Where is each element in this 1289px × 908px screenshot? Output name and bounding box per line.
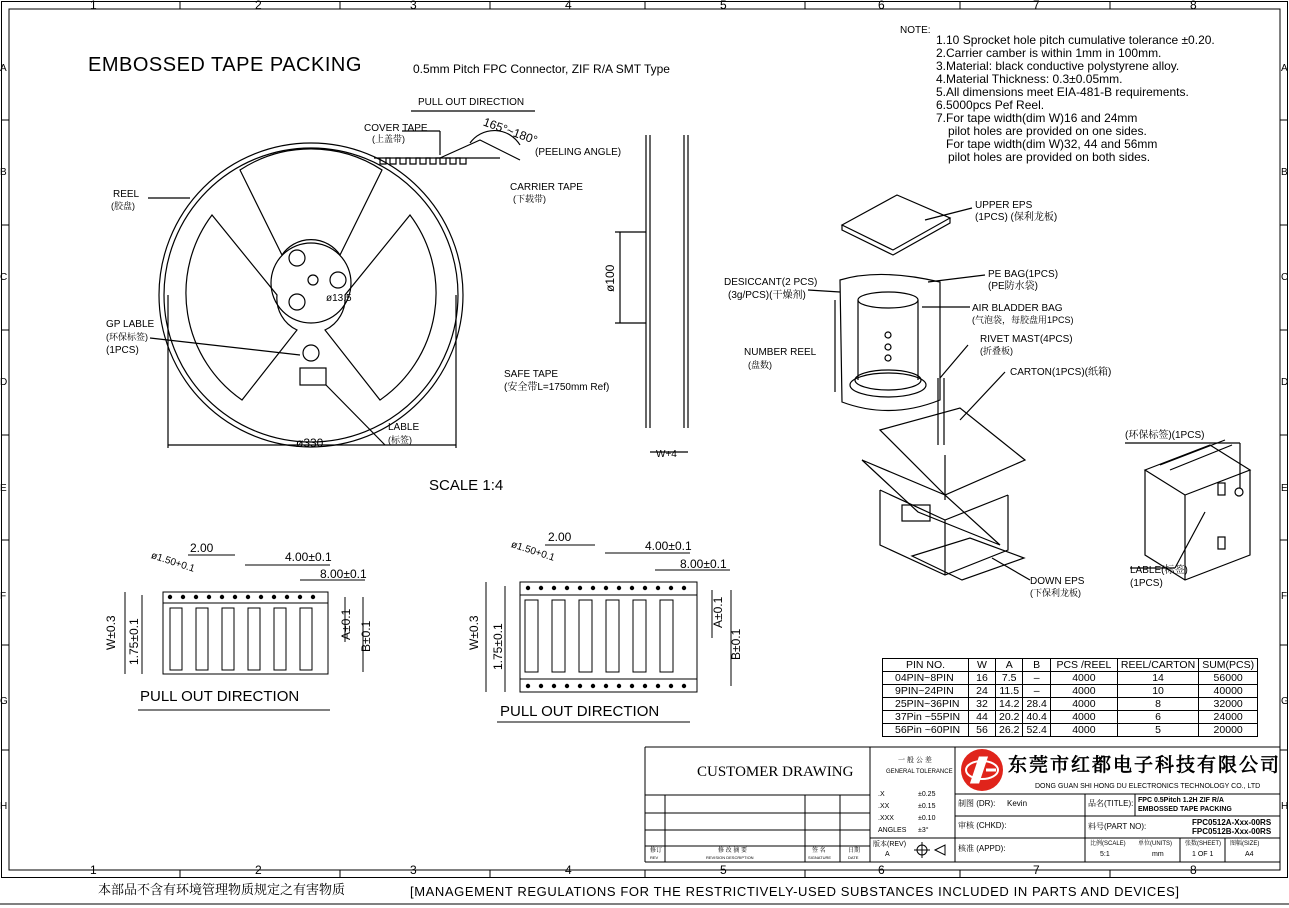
cell: 04PIN~8PIN [883,672,969,685]
note-line: 2.Carrier camber is within 1mm in 100mm. [936,46,1162,60]
dim-2: 2.00 [190,541,214,555]
drawn-label: 制图 (DR): [958,799,996,808]
col-label: 6 [878,863,885,877]
cell: 14.2 [996,698,1023,711]
dim-2: 2.00 [548,530,572,544]
safe-tape-label: SAFE TAPE [504,369,559,380]
reel-cn: (胶盘) [111,201,135,211]
table-row [883,724,1258,737]
notes-list [936,34,1215,164]
rev-col-en: SIGNATURE [808,855,832,860]
down-eps: DOWN EPS [1030,576,1085,587]
cell: 4000 [1050,672,1117,685]
rev-col-en: REV [650,855,659,860]
rev-col-en: DATE [848,855,859,860]
row-label: H [0,801,8,812]
title-label: 品名(TITLE): [1088,799,1134,808]
cell: 20.2 [996,711,1023,724]
pe-bag-cn: (PE防水袋) [988,281,1038,292]
row-label: F [0,591,7,602]
row-label: H [1281,801,1289,812]
table-row [883,672,1258,685]
row-label: B [1281,167,1288,178]
down-eps-cn: (下保利龙板) [1030,588,1081,598]
cell: 4000 [1050,711,1117,724]
hub-dia: ø13.5 [326,293,352,304]
cell: 14 [1117,672,1198,685]
col-label: 1 [90,863,97,877]
dim-e: 1.75±0.1 [491,623,505,670]
rev-label: 版本(REV) [873,841,907,848]
sheet-lbl: 张数(SHEET) [1185,841,1222,847]
dia-330: ø330 [296,436,324,450]
note-line: 5.All dimensions meet EIA-481-B requirements. [936,85,1189,99]
units-val: mm [1152,851,1164,858]
cell: 9PIN~24PIN [883,685,969,698]
table-row [883,711,1258,724]
row-label: E [0,483,7,494]
upper-eps-cn: (1PCS) (保利龙板) [975,212,1058,223]
th: SUM(PCS) [1199,659,1258,672]
tol-key: .XXX [878,815,894,822]
lable-label: LABLE [388,422,420,433]
row-label: A [1281,63,1288,74]
cell: 24 [969,685,996,698]
footer-en: [MANAGEMENT REGULATIONS FOR THE RESTRICTIVELY-USED SUBSTANCES INCLUDED IN PARTS AND DEVICES] [410,884,1180,899]
dim-pitch8: 8.00±0.1 [680,557,727,571]
th: B [1023,659,1050,672]
row-label: G [1281,696,1289,707]
part-1: FPC0512A-Xxx-00RS [1192,818,1272,827]
safe-tape-cn: (安全带L=1750mm Ref) [504,382,610,393]
w4-label: W+4 [656,449,677,460]
rev-col: 修订 [650,848,663,854]
table-row [883,685,1258,698]
dim-e: 1.75±0.1 [127,618,141,665]
lable-box: LABLE(标签) [1130,565,1188,576]
dim-a: A±0.1 [339,608,353,640]
note-line: pilot holes are provided on both sides. [948,150,1151,164]
rev-col: 日期 [848,848,861,854]
note-line: 7.For tape width(dim W)16 and 24mm [936,111,1138,125]
dim-b: B±0.1 [729,628,743,660]
tol-val: ±0.10 [918,815,936,822]
pull-out-1: PULL OUT DIRECTION [140,688,300,705]
row-label: F [1281,591,1288,602]
col-label: 5 [720,863,727,877]
reel-label: REEL [113,189,140,200]
dim-pitch4: 4.00±0.1 [645,539,692,553]
table-header-row [883,659,1258,672]
cell: 40000 [1199,685,1258,698]
cell: 40.4 [1023,711,1050,724]
tol-val: ±0.25 [918,791,936,798]
table-row [883,698,1258,711]
rev-col-en: REVISION DESCRIPTION [706,855,754,860]
page-title: EMBOSSED TAPE PACKING [88,54,362,76]
row-label: C [0,272,8,283]
approved-label: 核准 (APPD): [958,844,1006,853]
units-lbl: 单位(UNITS) [1138,841,1172,847]
cell: 6 [1117,711,1198,724]
checked-label: 审核 (CHKD): [958,821,1007,830]
tol-key: .X [878,791,885,798]
col-label: 5 [720,0,727,12]
tol-val: ±0.15 [918,803,936,810]
row-label: D [1281,377,1289,388]
cell: 26.2 [996,724,1023,737]
gp-lable-cn: (环保标签) [106,332,148,342]
th: PIN NO. [883,659,969,672]
cell: 56 [969,724,996,737]
row-label: D [0,377,8,388]
cell: 10 [1117,685,1198,698]
th: W [969,659,996,672]
desiccant: DESICCANT(2 PCS) [724,277,818,288]
cover-tape-cn: (上盖带) [372,134,405,144]
pe-bag: PE BAG(1PCS) [988,269,1059,280]
carton: CARTON(1PCS)(纸箱) [1010,367,1112,378]
col-label: 4 [565,0,572,12]
cell: 5 [1117,724,1198,737]
note-line: pilot holes are provided on one sides. [948,124,1147,138]
col-label: 8 [1190,0,1197,12]
gp-lable-label: GP LABLE [106,319,155,330]
upper-eps: UPPER EPS [975,200,1033,211]
cell: 24000 [1199,711,1258,724]
col-label: 3 [410,0,417,12]
tol-key: ANGLES [878,827,907,834]
note-line: 4.Material Thickness: 0.3±0.05mm. [936,72,1123,86]
th: A [996,659,1023,672]
col-label: 8 [1190,863,1197,877]
row-label: B [0,167,7,178]
desiccant-cn: (3g/PCS)(干燥剂) [728,290,806,301]
cell: 32 [969,698,996,711]
dim-hole: ø1.50+0.1 [149,550,197,575]
cell: 56Pin ~60PIN [883,724,969,737]
col-label: 6 [878,0,885,12]
note-line: For tape width(dim W)32, 44 and 56mm [946,137,1158,151]
cell: 8 [1117,698,1198,711]
title-val-2: EMBOSSED TAPE PACKING [1138,806,1232,813]
sheet-val: 1 OF 1 [1192,851,1214,858]
footer-cn: 本部品不含有环境管理物质规定之有害物质 [98,882,346,897]
reel-drawing [148,111,535,448]
cell: 28.4 [1023,698,1050,711]
drawn-name: Kevin [1007,799,1028,808]
cell: 16 [969,672,996,685]
company-logo [961,749,1003,791]
cell: 4000 [1050,698,1117,711]
gen-tol: 一 般 公 差 [898,757,932,764]
lable-cn: (标签) [388,435,412,445]
dia-100: ø100 [603,264,617,292]
cell: – [1023,672,1050,685]
dim-pitch4: 4.00±0.1 [285,550,332,564]
scale-val: 5:1 [1100,851,1110,858]
col-label: 1 [90,0,97,12]
dim-w: W±0.3 [467,615,481,650]
number-reel-cn: (盘数) [748,360,772,370]
lable-box-qty: (1PCS) [1130,578,1163,589]
row-label: C [1281,272,1289,283]
number-reel: NUMBER REEL [744,347,817,358]
col-label: 2 [255,0,262,12]
col-label: 7 [1033,0,1040,12]
cover-tape-label: COVER TAPE [364,123,428,134]
peeling-label: (PEELING ANGLE) [535,147,622,158]
pull-out-2: PULL OUT DIRECTION [500,703,660,720]
col-label: 3 [410,863,417,877]
title-val-1: FPC 0.5Pitch 1.2H ZIF R/A [1138,797,1224,804]
row-label: A [0,63,7,74]
size-lbl: 图幅(SIZE) [1230,841,1260,847]
spec-table [882,658,1258,737]
gen-tol-en: GENERAL TOLERANCE [886,769,953,775]
env-label: (环保标签)(1PCS) [1125,430,1205,441]
dim-w: W±0.3 [104,615,118,650]
scale-label: SCALE 1:4 [429,477,504,494]
row-label: E [1281,483,1288,494]
cell: 56000 [1199,672,1258,685]
cell: 4000 [1050,685,1117,698]
dim-pitch8: 8.00±0.1 [320,567,367,581]
cell: 4000 [1050,724,1117,737]
air-bag: AIR BLADDER BAG [972,303,1063,314]
page-subtitle: 0.5mm Pitch FPC Connector, ZIF R/A SMT Type [413,62,670,76]
rivet-cn: (折叠板) [980,346,1013,356]
note-line: 1.10 Sprocket hole pitch cumulative tolerance ±0.20. [936,33,1215,47]
note-line: 6.5000pcs Pef Reel. [936,98,1045,112]
th: PCS /REEL [1050,659,1117,672]
cell: 37Pin ~55PIN [883,711,969,724]
customer-drawing: CUSTOMER DRAWING [697,764,854,780]
peel-angle: 165°~180° [481,114,540,148]
cell: 32000 [1199,698,1258,711]
note-line: 3.Material: black conductive polystyrene alloy. [936,59,1180,73]
col-label: 7 [1033,863,1040,877]
carrier-tape-cn: (下载带) [513,194,546,204]
cell: 44 [969,711,996,724]
company-name-en: DONG GUAN SHI HONG DU ELECTRONICS TECHNOLOGY CO., LTD [1035,783,1261,790]
cell: 52.4 [1023,724,1050,737]
pull-out-label: PULL OUT DIRECTION [418,97,525,108]
col-label: 2 [255,863,262,877]
th: REEL/CARTON [1117,659,1198,672]
col-label: 4 [565,863,572,877]
rev-val: A [885,851,890,858]
rivet: RIVET MAST(4PCS) [980,334,1073,345]
scale-lbl: 比例(SCALE) [1090,841,1126,847]
tol-key: .XX [878,803,890,810]
cell: 20000 [1199,724,1258,737]
notes-head: NOTE: [900,25,931,36]
part-label: 料号(PART NO): [1088,822,1147,831]
gp-lable-qty: (1PCS) [106,345,139,356]
dim-b: B±0.1 [359,620,373,652]
cell: 7.5 [996,672,1023,685]
dim-a: A±0.1 [711,596,725,628]
air-bag-cn: (气泡袋，每胶盘用1PCS) [972,315,1074,325]
cell: 11.5 [996,685,1023,698]
dim-hole: ø1.50+0.1 [509,539,557,564]
part-2: FPC0512B-Xxx-00RS [1192,827,1272,836]
row-label: G [0,696,8,707]
rev-col: 签 名 [812,848,826,854]
company-name-cn: 东莞市红都电子科技有限公司 [1008,754,1282,776]
carrier-tape-label: CARRIER TAPE [510,182,583,193]
rev-col: 修 改 摘 要 [718,848,748,854]
cell: – [1023,685,1050,698]
cell: 25PIN~36PIN [883,698,969,711]
size-val: A4 [1245,851,1254,858]
tol-val: ±3° [918,827,929,834]
